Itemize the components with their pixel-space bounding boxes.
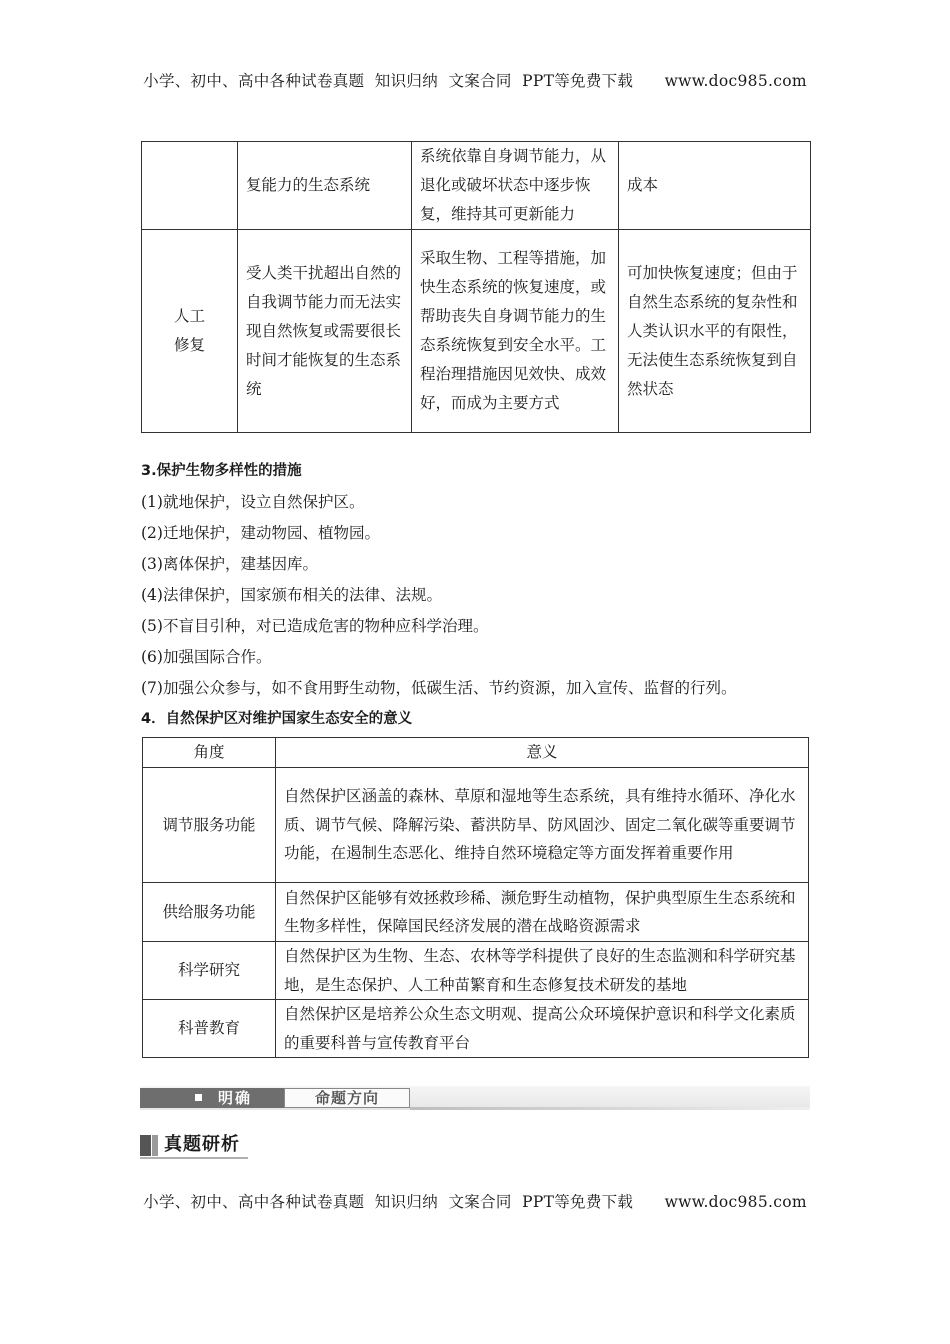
heading-marker-icon (140, 1135, 151, 1156)
table-cell: 科学研究 (143, 942, 276, 1000)
list-item: (3)离体保护，建基因库。 (141, 555, 318, 573)
table-row (143, 1000, 809, 1058)
page-footer: 小学、初中、高中各种试卷真题 知识归纳 文案合同 PPT等免费下载 www.doc985.com (143, 1193, 807, 1211)
column-header: 角度 (143, 738, 276, 768)
list-item: (4)法律保护，国家颁布相关的法律、法规。 (141, 586, 442, 604)
table-cell: 自然保护区为生物、生态、农林等学科提供了良好的生态监测和科学研究基地，是生态保护、人工种苗繁育和生态修复技术研发的基地 (276, 942, 809, 1000)
section4-title: 4．自然保护区对维护国家生态安全的意义 (141, 711, 413, 727)
table-cell: 采取生物、工程等措施，加快生态系统的恢复速度，或帮助丧失自身调节能力的生态系统恢复到安全水平。工程治理措施因见效快、成效好，而成为主要方式 (412, 230, 619, 433)
square-bullet-icon (195, 1094, 202, 1101)
section-banner (140, 1086, 810, 1110)
table-cell: 自然保护区是培养公众生态文明观、提高公众环境保护意识和科学文化素质的重要科普与宣传教育平台 (276, 1000, 809, 1058)
table-cell: 可加快恢复速度；但由于自然生态系统的复杂性和人类认识水平的有限性，无法使生态系统恢复到自然状态 (619, 230, 811, 433)
section3-title: 3.保护生物多样性的措施 (141, 463, 302, 479)
table-row (143, 942, 809, 1000)
heading-title: 真题研析 (164, 1134, 240, 1155)
list-item: (2)迁地保护，建动物园、植物园。 (141, 524, 380, 542)
table-cell: 调节服务功能 (143, 768, 276, 883)
banner-left-label: 明确 (218, 1089, 253, 1107)
table-cell: 供给服务功能 (143, 883, 276, 942)
table-cell: 系统依靠自身调节能力，从退化或破坏状态中逐步恢复，维持其可更新能力 (412, 142, 619, 230)
restoration-table (141, 141, 811, 433)
heading-underline (140, 1157, 248, 1159)
table-header-row (143, 738, 809, 768)
banner-right-label: 命题方向 (284, 1088, 410, 1108)
page-header: 小学、初中、高中各种试卷真题 知识归纳 文案合同 PPT等免费下载 www.doc985.com (143, 72, 807, 90)
table-row (143, 768, 809, 883)
table-row (142, 142, 811, 230)
table-cell: 自然保护区涵盖的森林、草原和湿地等生态系统，具有维持水循环、净化水质、调节气候、降解污染、蓄洪防旱、防风固沙、固定二氧化碳等重要调节功能，在遏制生态恶化、维持自然环境稳定等方面发挥着重要作用 (276, 768, 809, 883)
table-cell: 人工 修复 (142, 230, 238, 433)
heading-marker-accent (152, 1135, 158, 1156)
banner-dark-tab (140, 1088, 285, 1108)
table-cell (142, 142, 238, 230)
list-item: (5)不盲目引种，对已造成危害的物种应科学治理。 (141, 617, 489, 635)
table-cell: 成本 (619, 142, 811, 230)
list-item: (1)就地保护，设立自然保护区。 (141, 493, 365, 511)
table-cell: 科普教育 (143, 1000, 276, 1058)
table-row (143, 883, 809, 942)
column-header: 意义 (276, 738, 809, 768)
list-item: (7)加强公众参与，如不食用野生动物，低碳生活、节约资源，加入宣传、监督的行列。 (141, 679, 737, 697)
list-item: (6)加强国际合作。 (141, 648, 272, 666)
banner-rule (410, 1107, 810, 1110)
table-row (142, 230, 811, 433)
table-cell: 受人类干扰超出自然的自我调节能力而无法实现自然恢复或需要很长时间才能恢复的生态系统 (238, 230, 412, 433)
table-cell: 自然保护区能够有效拯救珍稀、濒危野生动植物，保护典型原生生态系统和生物多样性，保障国民经济发展的潜在战略资源需求 (276, 883, 809, 942)
table-cell: 复能力的生态系统 (238, 142, 412, 230)
reserve-significance-table (142, 737, 809, 1058)
